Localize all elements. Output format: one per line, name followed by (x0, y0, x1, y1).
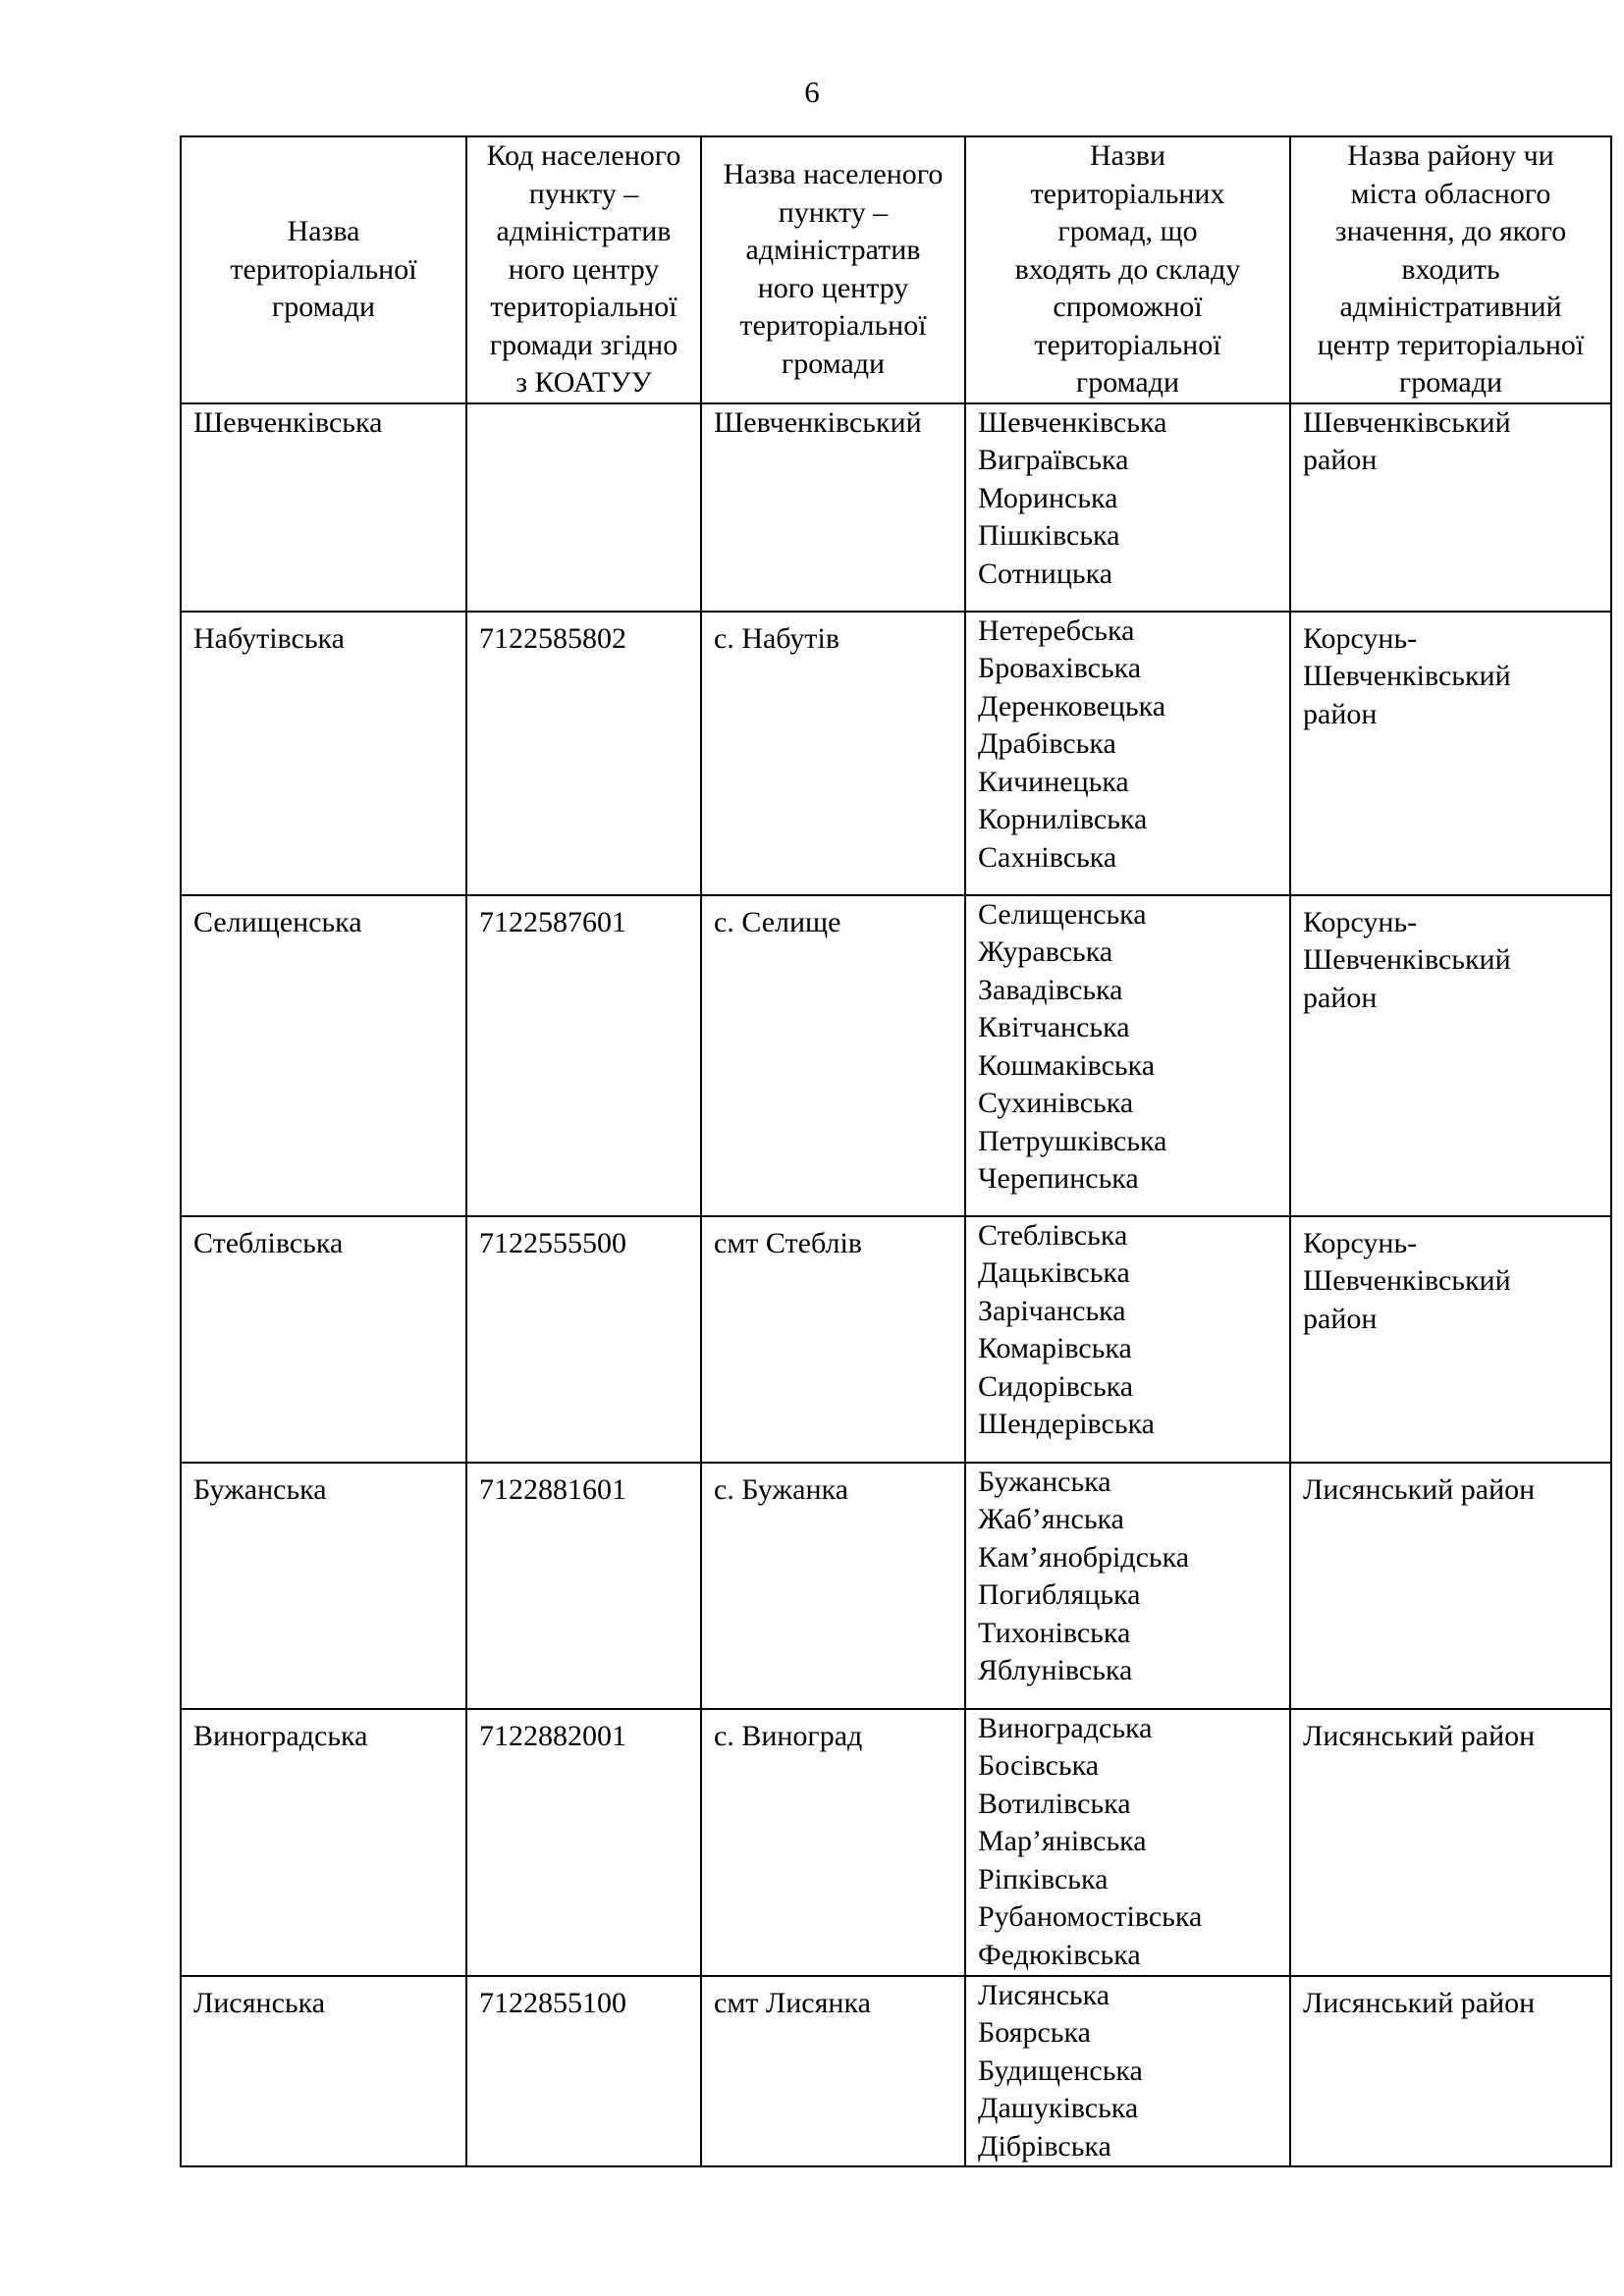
member-community-item: Дацьківська (978, 1256, 1130, 1289)
district-line: Корсунь- (1303, 621, 1418, 655)
member-community-item: Тихонівська (978, 1616, 1131, 1649)
member-community-item: Деренковецька (978, 689, 1166, 722)
cell-member-communities (965, 403, 1290, 612)
cell-district (1290, 403, 1611, 612)
table-row (181, 1463, 1611, 1709)
member-community-item: Ріпківська (978, 1862, 1109, 1896)
member-community-item: Дібрівська (978, 2129, 1111, 2163)
member-community-item: Мар’янівська (978, 1825, 1147, 1857)
cell-koatuu-code: 7122587601 (466, 895, 701, 1216)
member-community-item: Сахнівська (978, 840, 1117, 874)
cell-center-name: Шевченківський (701, 403, 965, 612)
member-community-item: Журавська (978, 935, 1113, 968)
cell-member-communities (965, 612, 1290, 895)
cell-center-name: смт Лисянка (701, 1976, 965, 2167)
cell-koatuu-code (466, 403, 701, 612)
member-community-item: Кошмаківська (978, 1048, 1156, 1082)
district-line: Шевченківський (1303, 405, 1511, 439)
cell-koatuu-code: 7122555500 (466, 1216, 701, 1463)
member-community-item: Моринська (978, 481, 1118, 514)
header-member-communities: Назви територіальних громад, що входять до складу спроможної територіальної громади (965, 136, 1290, 403)
cell-koatuu-code: 7122881601 (466, 1463, 701, 1709)
member-community-item: Босівська (978, 1749, 1100, 1782)
member-community-item: Сухинівська (978, 1087, 1134, 1119)
cell-community-name: Бужанська (181, 1463, 466, 1709)
member-community-item: Виноградська (978, 1711, 1153, 1744)
member-community-item: Боярська (978, 2016, 1091, 2049)
member-community-item: Лисянська (978, 1978, 1110, 2011)
district-line: Лисянський район (1303, 1472, 1536, 1506)
cell-center-name: смт Стеблів (701, 1216, 965, 1463)
cell-district (1290, 895, 1611, 1216)
table-row (181, 1709, 1611, 1976)
member-community-item: Комарівська (978, 1332, 1132, 1364)
member-community-item: Сидорівська (978, 1369, 1134, 1403)
cell-member-communities (965, 1463, 1290, 1709)
member-community-item: Бужанська (978, 1465, 1111, 1498)
member-community-item: Будищенська (978, 2054, 1143, 2087)
cell-community-name: Лисянська (181, 1976, 466, 2167)
cell-community-name: Набутівська (181, 612, 466, 895)
communities-table (180, 135, 1612, 2167)
cell-district (1290, 612, 1611, 895)
cell-district (1290, 1976, 1611, 2167)
cell-district (1290, 1463, 1611, 1709)
district-line: район (1303, 697, 1378, 730)
member-community-item: Драбівська (978, 727, 1116, 760)
table-row (181, 403, 1611, 612)
cell-community-name: Стеблівська (181, 1216, 466, 1463)
district-line: район (1303, 1302, 1378, 1335)
cell-koatuu-code: 7122585802 (466, 612, 701, 895)
cell-center-name: с. Бужанка (701, 1463, 965, 1709)
member-community-item: Погибляцька (978, 1578, 1141, 1611)
cell-community-name: Виноградська (181, 1709, 466, 1976)
member-community-item: Пішківська (978, 519, 1120, 552)
member-community-item: Жаб’янська (978, 1503, 1124, 1535)
table-header-row (181, 136, 1611, 403)
table-row (181, 895, 1611, 1216)
table-row (181, 1216, 1611, 1463)
member-community-item: Дашуківська (978, 2092, 1139, 2124)
table-row (181, 612, 1611, 895)
member-community-item: Шендерівська (978, 1408, 1155, 1440)
member-community-item: Кам’янобрідська (978, 1540, 1190, 1574)
member-community-item: Корнилівська (978, 803, 1148, 835)
member-community-item: Вотилівська (978, 1787, 1131, 1820)
district-line: Лисянський район (1303, 1986, 1536, 2019)
member-community-item: Завадівська (978, 973, 1123, 1006)
cell-member-communities (965, 1216, 1290, 1463)
district-line: Шевченківський (1303, 660, 1511, 692)
member-community-item: Шевченківська (978, 405, 1167, 439)
member-community-item: Петрушківська (978, 1124, 1167, 1157)
district-line: Корсунь- (1303, 905, 1418, 938)
member-community-item: Сотницька (978, 557, 1113, 590)
cell-member-communities (965, 1709, 1290, 1976)
header-community-name: Назва територіальної громади (181, 136, 466, 403)
cell-district (1290, 1709, 1611, 1976)
cell-center-name: с. Набутів (701, 612, 965, 895)
header-district: Назва району чи міста обласного значення, до якого входить адміністративний центр територіальної громади (1290, 136, 1611, 403)
cell-koatuu-code: 7122882001 (466, 1709, 701, 1976)
member-community-item: Кичинецька (978, 765, 1129, 798)
cell-member-communities (965, 895, 1290, 1216)
member-community-item: Бровахівська (978, 652, 1142, 684)
member-community-item: Квітчанська (978, 1011, 1130, 1043)
member-community-item: Стеблівська (978, 1218, 1128, 1252)
member-community-item: Нетеребська (978, 614, 1135, 647)
district-line: Шевченківський (1303, 1264, 1511, 1297)
cell-community-name: Шевченківська (181, 403, 466, 612)
member-community-item: Черепинська (978, 1162, 1139, 1195)
district-line: Корсунь- (1303, 1226, 1418, 1259)
table-body (181, 403, 1611, 2167)
cell-district (1290, 1216, 1611, 1463)
cell-community-name: Селищенська (181, 895, 466, 1216)
district-line: Лисянський район (1303, 1719, 1536, 1752)
member-community-item: Селищенська (978, 897, 1147, 931)
cell-center-name: с. Селище (701, 895, 965, 1216)
table-row (181, 1976, 1611, 2167)
member-community-item: Яблунівська (978, 1654, 1133, 1686)
cell-member-communities (965, 1976, 1290, 2167)
member-community-item: Зарічанська (978, 1294, 1126, 1327)
header-koatuu-code: Код населеного пункту – адміністратив ного центру територіальної громади згідно з КОАТУУ (466, 136, 701, 403)
district-line: район (1303, 981, 1378, 1014)
cell-koatuu-code: 7122855100 (466, 1976, 701, 2167)
header-center-name: Назва населеного пункту – адміністратив ного центру територіальної громади (701, 136, 965, 403)
member-community-item: Виграївська (978, 444, 1129, 476)
cell-center-name: с. Виноград (701, 1709, 965, 1976)
page-number: 6 (804, 75, 820, 109)
district-line: Шевченківський (1303, 943, 1511, 976)
member-community-item: Рубаномостівська (978, 1900, 1203, 1933)
member-community-item: Федюківська (978, 1938, 1141, 1971)
district-line: район (1303, 444, 1378, 476)
